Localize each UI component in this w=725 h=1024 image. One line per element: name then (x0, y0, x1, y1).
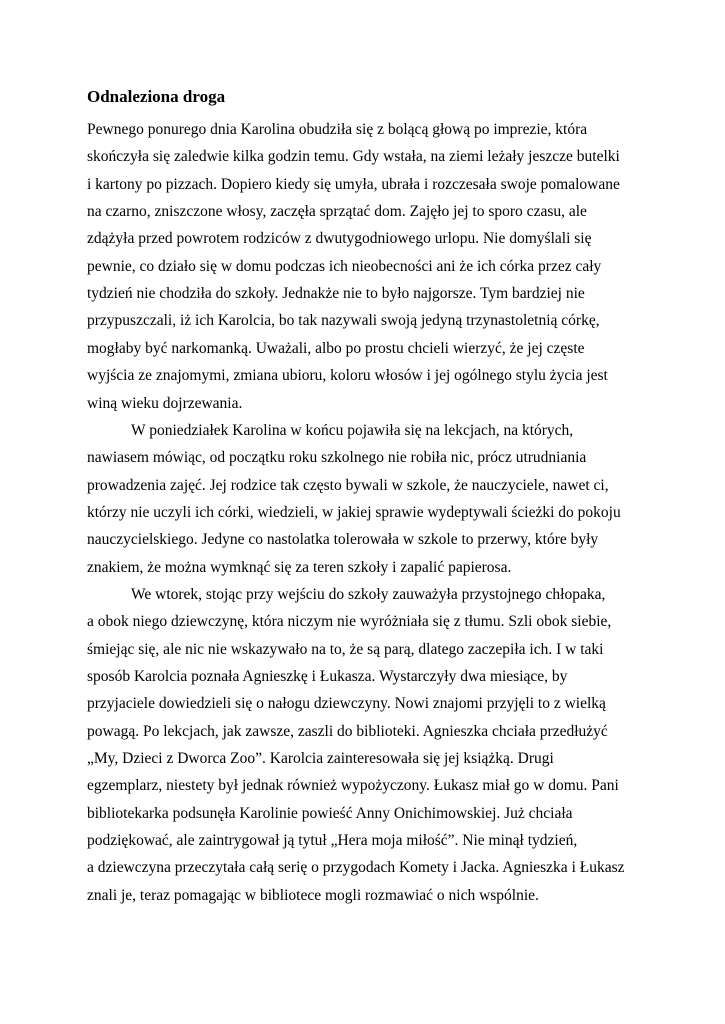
text-line: śmiejąc się, ale nic nie wskazywało na to, że są parą, dlatego zaczepiła ich. I w taki (87, 640, 604, 658)
text-line: nauczycielskiego. Jedyne co nastolatka tolerowała w szkole to przerwy, które były (87, 531, 599, 549)
text-line: bibliotekarka podsunęła Karolinie powieść Anny Onichimowskiej. Już chciała (87, 804, 573, 822)
text-line: przyjaciele dowiedzieli się o nałogu dziewczyny. Nowi znajomi przyjęli to z wielką (87, 695, 606, 713)
text-line: na czarno, zniszczone włosy, zaczęła sprzątać dom. Zajęło jej to sporo czasu, ale (87, 203, 587, 221)
text-line: „My, Dzieci z Dworca Zoo”. Karolcia zainteresowała się jej książką. Drugi (87, 750, 554, 768)
text-line: skończyła się zaledwie kilka godzin temu. Gdy wstała, na ziemi leżały jeszcze butelki (87, 148, 620, 166)
text-line: W poniedziałek Karolina w końcu pojawiła się na lekcjach, na których, (131, 421, 574, 439)
text-line: powagą. Po lekcjach, jak zawsze, zaszli do biblioteki. Agnieszka chciała przedłużyć (87, 722, 608, 740)
text-line: tydzień nie chodziła do szkoły. Jednakże nie to było najgorsze. Tym bardziej nie (87, 285, 585, 303)
document-title: Odnaleziona droga (87, 87, 226, 106)
text-line: wyjścia ze znajomymi, zmiana ubioru, koloru włosów i jej ogólnego stylu życia jest (87, 367, 608, 385)
text-line: We wtorek, stojąc przy wejściu do szkoły zauważyła przystojnego chłopaka, (131, 585, 606, 603)
text-line: nawiasem mówiąc, od początku roku szkolnego nie robiła nic, prócz utrudniania (87, 449, 587, 467)
text-line: egzemplarz, niestety był jednak również wypożyczony. Łukasz miał go w domu. Pani (87, 777, 619, 795)
text-line: sposób Karolcia poznała Agnieszkę i Łukasza. Wystarczyły dwa miesiące, by (87, 668, 568, 685)
text-line: mogłaby być narkomanką. Uważali, albo po prostu chcieli wierzyć, że jej częste (87, 339, 585, 357)
text-line: a dziewczyna przeczytała całą serię o przygodach Komety i Jacka. Agnieszka i Łukasz (87, 859, 625, 877)
text-line: którzy nie uczyli ich córki, wiedzieli, w jakiej sprawie wydeptywali ścieżki do pokoju (87, 503, 621, 521)
text-line: zdążyła przed powrotem rodziców z dwutygodniowego urlopu. Nie domyślali się (87, 230, 592, 248)
text-line: prowadzenia zajęć. Jej rodzice tak często bywali w szkole, że nauczyciele, nawet ci, (87, 476, 609, 494)
text-line: przypuszczali, iż ich Karolcia, bo tak nazywali swoją jedyną trzynastoletnią córkę, (87, 312, 600, 330)
text-line: i kartony po pizzach. Dopiero kiedy się umyła, ubrała i rozczesała swoje pomalowane (87, 175, 620, 193)
text-line: winą wieku dojrzewania. (87, 394, 243, 412)
text-line: a obok niego dziewczynę, która niczym nie wyróżniała się z tłumu. Szli obok siebie, (87, 613, 612, 631)
text-line: znakiem, że można wymknąć się za teren szkoły i zapalić papierosa. (87, 558, 512, 576)
text-line: podziękować, ale zaintrygował ją tytuł „Hera moja miłość”. Nie minął tydzień, (87, 832, 578, 850)
text-line: Pewnego ponurego dnia Karolina obudziła się z bolącą głową po imprezie, która (87, 121, 588, 138)
text-line: pewnie, co działo się w domu podczas ich nieobecności ani że ich córka przez cały (87, 257, 602, 275)
text-line: znali je, teraz pomagając w bibliotece mogli rozmawiać o nich wspólnie. (87, 886, 539, 904)
